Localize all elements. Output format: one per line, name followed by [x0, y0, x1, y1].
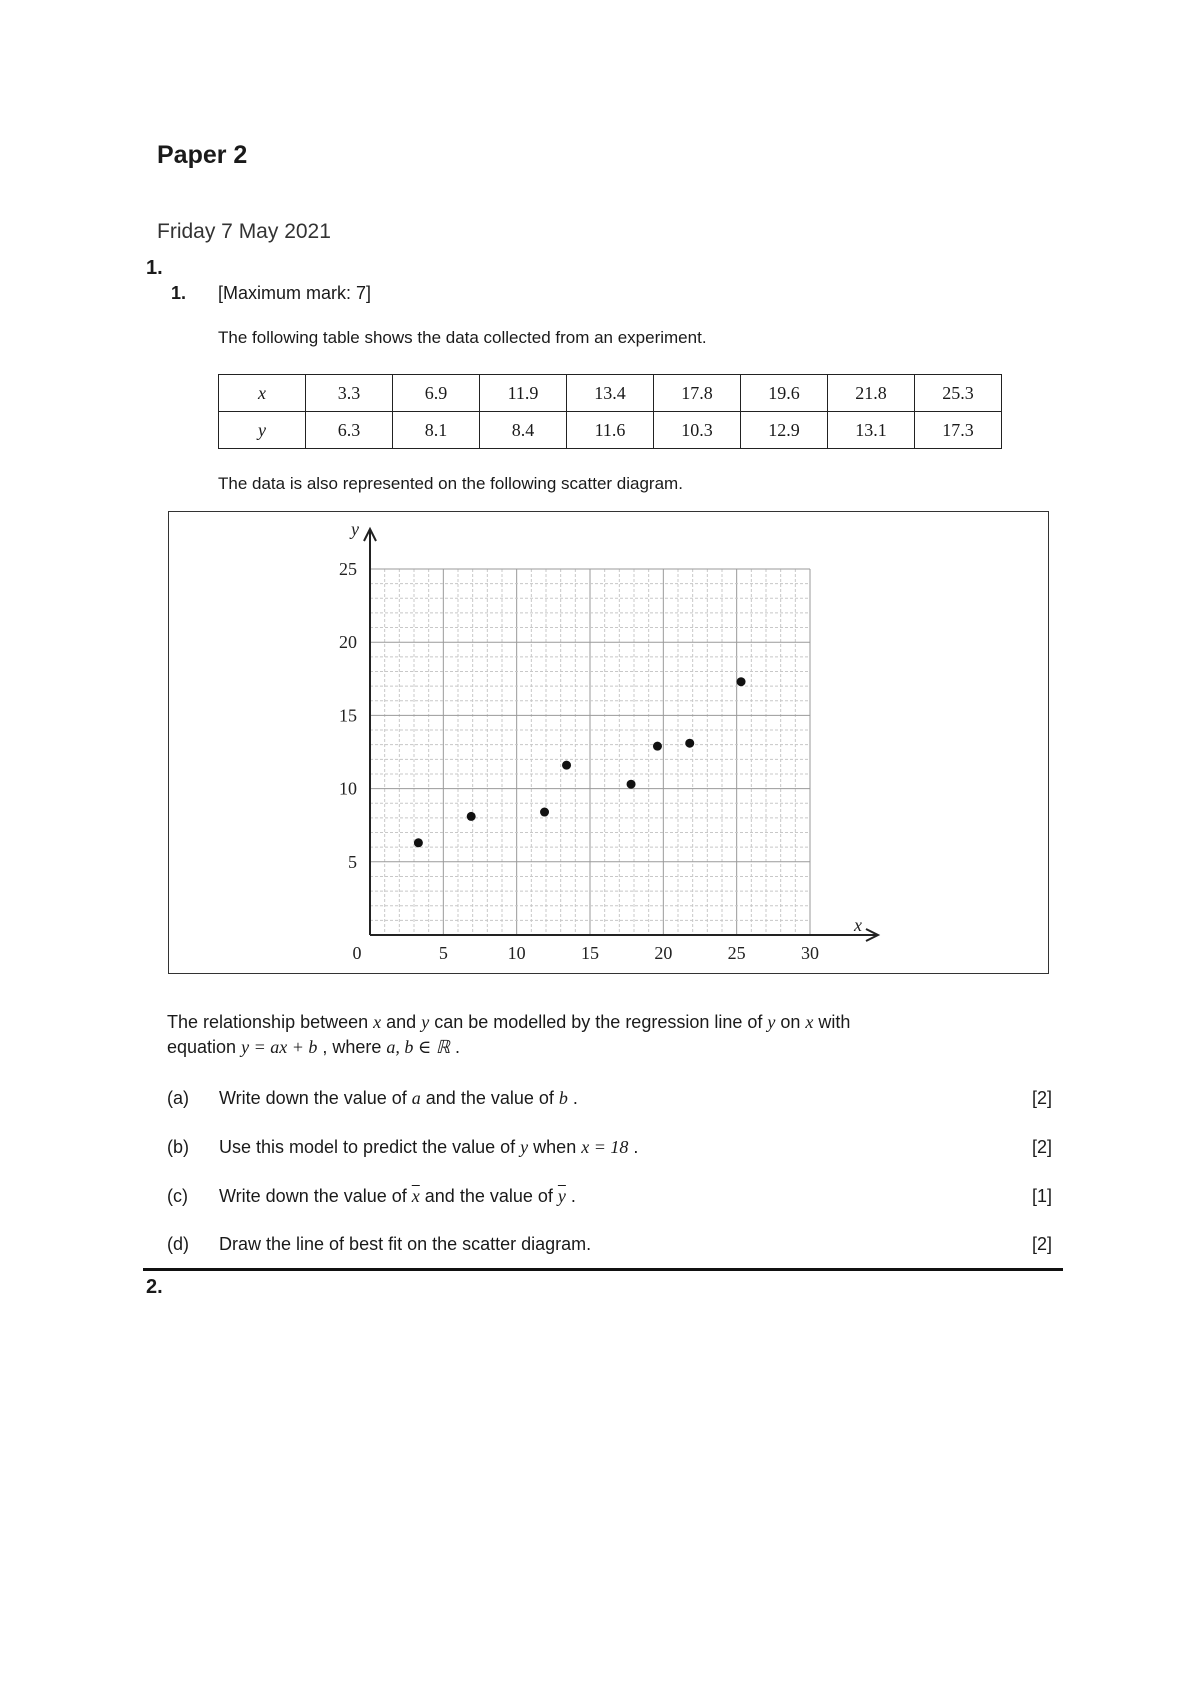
- text-run: Write down the value of: [219, 1088, 412, 1108]
- text-run: , where: [317, 1037, 387, 1057]
- y-tick-label: 5: [348, 851, 357, 872]
- math-y: y: [767, 1012, 776, 1032]
- table-cell: 3.3: [306, 375, 393, 412]
- data-point: [467, 812, 476, 821]
- x-tick-label: 15: [581, 943, 599, 963]
- max-mark: [Maximum mark: 7]: [218, 283, 372, 303]
- text-run: when: [528, 1137, 582, 1157]
- text-run: .: [628, 1137, 639, 1157]
- parameter-domain: a, b ∈ ℝ: [386, 1037, 450, 1057]
- data-point: [653, 742, 662, 751]
- part-marks: [2]: [1032, 1137, 1053, 1157]
- table-cell: 6.3: [306, 412, 393, 449]
- math-y: y: [421, 1012, 430, 1032]
- question-intro: The following table shows the data collected from an experiment.: [218, 328, 707, 347]
- table-row-x: [219, 375, 1002, 412]
- data-point: [562, 761, 571, 770]
- text-run: and the value of: [420, 1088, 559, 1108]
- math-x: x: [805, 1012, 814, 1032]
- table-cell: 11.9: [480, 375, 567, 412]
- part-marks: [1]: [1032, 1186, 1053, 1206]
- table-cell: 13.4: [567, 375, 654, 412]
- table-cell: 25.3: [915, 375, 1002, 412]
- part-label: (b): [167, 1137, 189, 1157]
- part-label: (d): [167, 1234, 189, 1254]
- table-cell: 17.3: [915, 412, 1002, 449]
- data-point: [627, 780, 636, 789]
- x-tick-label: 25: [727, 943, 746, 963]
- math-y-bar: $\overline{y}$: [557, 1186, 566, 1206]
- question-number: 1.: [146, 257, 163, 279]
- math-y: y: [520, 1137, 529, 1157]
- math-a: a: [411, 1088, 421, 1108]
- text-run: on: [775, 1012, 806, 1032]
- table-cell: 19.6: [741, 375, 828, 412]
- x-tick-label: 5: [438, 943, 448, 963]
- table-cell: 12.9: [741, 412, 828, 449]
- part-text: [219, 1234, 591, 1255]
- regression-equation: y = ax + b: [241, 1037, 318, 1057]
- table-cell: 17.8: [654, 375, 741, 412]
- x-tick-label: 0: [352, 943, 362, 963]
- x-tick-label: 20: [654, 943, 673, 963]
- table-row-label: y: [219, 412, 306, 449]
- part-text: [219, 1137, 638, 1158]
- text-run: Use this model to predict the value of: [219, 1137, 521, 1157]
- y-axis-label: y: [351, 519, 359, 539]
- question-separator: [143, 1268, 1063, 1271]
- model-description: [167, 1010, 1067, 1060]
- text-run: Write down the value of: [219, 1186, 412, 1206]
- sub-question-number: 1.: [171, 283, 187, 303]
- text-run: can be modelled by the regression line of: [429, 1012, 768, 1032]
- scatter-diagram: [168, 511, 1049, 974]
- data-point: [540, 808, 549, 817]
- part-text: [219, 1186, 576, 1207]
- math-x-bar: $\overline{x}$: [411, 1186, 420, 1206]
- next-question-number: 2.: [146, 1276, 163, 1298]
- text-run: and: [381, 1012, 422, 1032]
- table-row-label: x: [219, 375, 306, 412]
- table-cell: 11.6: [567, 412, 654, 449]
- chart-grid: [370, 569, 810, 935]
- text-run: .: [565, 1186, 576, 1206]
- y-tick-label: 20: [339, 632, 357, 653]
- y-tick-label: 15: [339, 705, 357, 726]
- y-tick-label: 25: [339, 559, 357, 579]
- text-run: with: [813, 1012, 851, 1032]
- math-b: b: [558, 1088, 568, 1108]
- text-run: Draw the line of best fit on the scatter diagram.: [219, 1234, 592, 1254]
- data-point: [685, 739, 694, 748]
- table-cell: 10.3: [654, 412, 741, 449]
- table-row-y: [219, 412, 1002, 449]
- scatter-caption: The data is also represented on the following scatter diagram.: [218, 474, 683, 493]
- table-cell: 8.4: [480, 412, 567, 449]
- part-label: (c): [167, 1186, 188, 1206]
- chart-ticks: [339, 559, 819, 963]
- x-tick-label: 30: [801, 943, 819, 963]
- table-cell: 6.9: [393, 375, 480, 412]
- x-tick-label: 10: [507, 943, 526, 963]
- paper-title: Paper 2: [157, 141, 248, 169]
- part-marks: [2]: [1032, 1088, 1053, 1108]
- data-point: [414, 838, 423, 847]
- text-run: .: [567, 1088, 578, 1108]
- text-run: and the value of: [419, 1186, 558, 1206]
- table-cell: 8.1: [393, 412, 480, 449]
- table-cell: 13.1: [828, 412, 915, 449]
- math-x: x: [373, 1012, 382, 1032]
- part-text: [219, 1088, 578, 1109]
- table-cell: 21.8: [828, 375, 915, 412]
- math-x-equals-18: x = 18: [581, 1137, 629, 1157]
- text-run: .: [449, 1037, 460, 1057]
- x-axis-label: x: [854, 915, 862, 935]
- part-label: (a): [167, 1088, 189, 1108]
- chart-axes: [364, 529, 878, 941]
- text-run: equation: [167, 1037, 242, 1057]
- text-run: The relationship between: [167, 1012, 374, 1032]
- data-table: [218, 374, 1002, 449]
- paper-date: Friday 7 May 2021: [157, 220, 331, 243]
- y-tick-label: 10: [339, 778, 357, 799]
- part-marks: [2]: [1032, 1234, 1053, 1254]
- data-point: [737, 677, 746, 686]
- chart-points: [414, 677, 746, 847]
